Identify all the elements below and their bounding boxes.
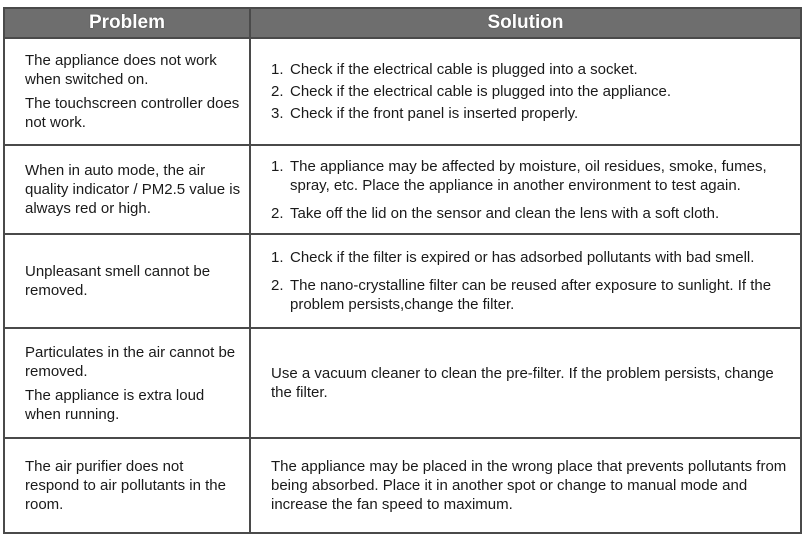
solution-item [271, 82, 790, 101]
solution-number: 1. [271, 157, 284, 175]
solution-text: The appliance may be affected by moisture, oil residues, smoke, fumes, spray, etc. Place the appliance in another environment to test again. [290, 157, 767, 194]
solution-number: 2. [271, 83, 284, 100]
solution-header: Solution [487, 12, 564, 33]
solution-cell [251, 439, 800, 532]
problem-cell [5, 235, 251, 327]
solution-text: Check if the electrical cable is plugged into the appliance. [290, 83, 672, 100]
solution-text: The appliance may be placed in the wrong place that prevents pollutants from being absorbed. Place it in another spot or change to manual mode and increase the fan speed to maximum. [271, 458, 787, 513]
problem-text: Unpleasant smell cannot be removed. [25, 263, 211, 299]
problem-text: The appliance is extra loud when running. [25, 386, 205, 423]
table-header [5, 9, 800, 39]
problem-text: When in auto mode, the air quality indicator / PM2.5 value is always red or high. [25, 162, 241, 217]
solution-text: Check if the filter is expired or has adsorbed pollutants with bad smell. [290, 249, 755, 266]
solution-text: Check if the electrical cable is plugged into a socket. [290, 61, 638, 78]
problem-text: The touchscreen controller does not work. [25, 95, 240, 131]
solution-text: The nano-crystalline filter can be reused after exposure to sunlight. If the problem persists,change the filter. [290, 277, 772, 313]
solution-item [271, 60, 790, 79]
table-row [5, 329, 800, 439]
problem-cell [5, 439, 251, 532]
solution-cell [251, 235, 800, 327]
table-row [5, 39, 800, 146]
problem-text: Particulates in the air cannot be removed. [25, 343, 236, 380]
problem-header: Problem [5, 9, 251, 37]
solution-item [271, 157, 790, 195]
solution-item [271, 104, 790, 123]
solution-number: 2. [271, 204, 284, 222]
solution-text: Take off the lid on the sensor and clean the lens with a soft cloth. [290, 204, 720, 222]
table-row [5, 439, 800, 532]
problem-cell [5, 39, 251, 144]
troubleshooting-table [3, 7, 802, 534]
solution-item [271, 248, 790, 267]
problem-text: The air purifier does not respond to air pollutants in the room. [25, 458, 226, 513]
problem-cell [5, 329, 251, 437]
solution-number: 2. [271, 277, 284, 294]
solution-cell [251, 329, 800, 437]
solution-text: Check if the front panel is inserted properly. [290, 105, 579, 122]
solution-number: 1. [271, 61, 284, 78]
solution-item [271, 204, 790, 223]
solution-cell [251, 146, 800, 233]
solution-item [271, 276, 790, 314]
solution-number: 1. [271, 249, 284, 266]
problem-cell [5, 146, 251, 233]
solution-number: 3. [271, 105, 284, 122]
table-row [5, 235, 800, 329]
table-row [5, 146, 800, 235]
solution-cell [251, 39, 800, 144]
solution-text: Use a vacuum cleaner to clean the pre-filter. If the problem persists, change the filter. [271, 365, 774, 401]
problem-text: The appliance does not work when switched on. [25, 52, 217, 88]
